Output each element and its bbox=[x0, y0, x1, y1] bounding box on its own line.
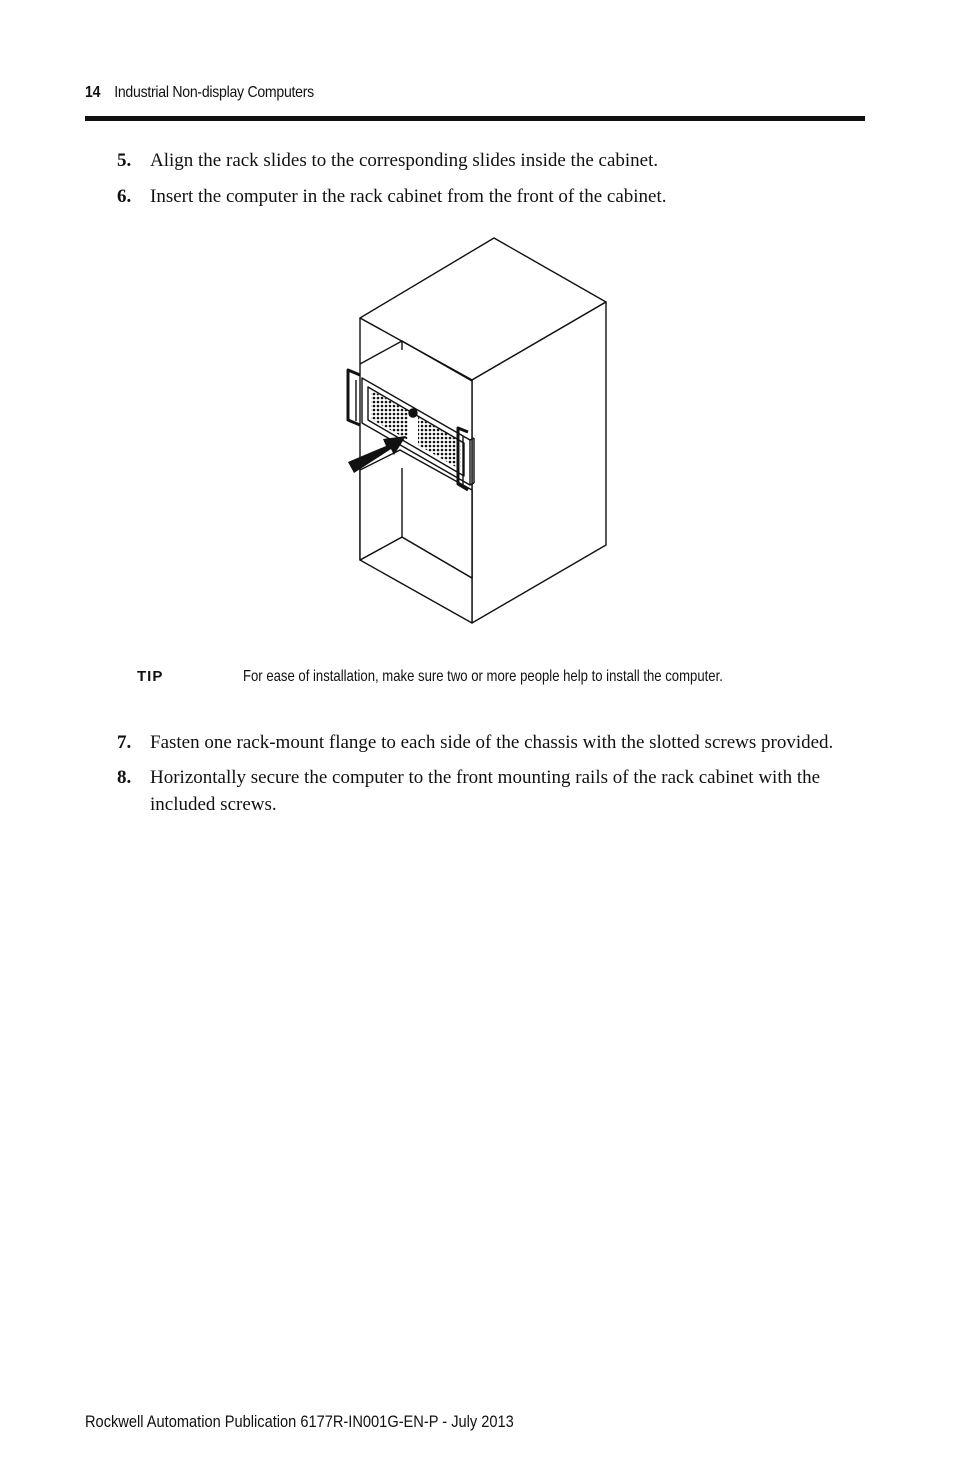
step-number: 6. bbox=[117, 186, 132, 207]
step-text: Align the rack slides to the corresponding slides inside the cabinet. bbox=[150, 150, 659, 171]
step-text: Fasten one rack-mount flange to each side of the chassis with the slotted screws provided. bbox=[150, 732, 834, 753]
running-header bbox=[85, 84, 314, 106]
header-title: Industrial Non-display Computers bbox=[114, 84, 314, 101]
rack-cabinet-insertion-illustration bbox=[330, 232, 620, 632]
step-text: Horizontally secure the computer to the front mounting rails of the rack cabinet with the included screws. bbox=[150, 767, 821, 815]
page-number: 14 bbox=[85, 84, 101, 101]
step-item bbox=[117, 729, 877, 756]
step-number: 8. bbox=[117, 767, 132, 788]
step-item bbox=[117, 147, 877, 174]
step-text: Insert the computer in the rack cabinet from the front of the cabinet. bbox=[150, 186, 667, 207]
tip-label: TIP bbox=[137, 668, 164, 685]
tip-text: For ease of installation, make sure two or more people help to install the computer. bbox=[243, 668, 723, 685]
step-item bbox=[117, 764, 877, 818]
step-number: 5. bbox=[117, 150, 132, 171]
page-footer: Rockwell Automation Publication 6177R-IN001G-EN-P - July 2013 bbox=[85, 1412, 514, 1431]
header-rule bbox=[85, 116, 865, 121]
step-item bbox=[117, 183, 877, 210]
step-number: 7. bbox=[117, 732, 132, 753]
